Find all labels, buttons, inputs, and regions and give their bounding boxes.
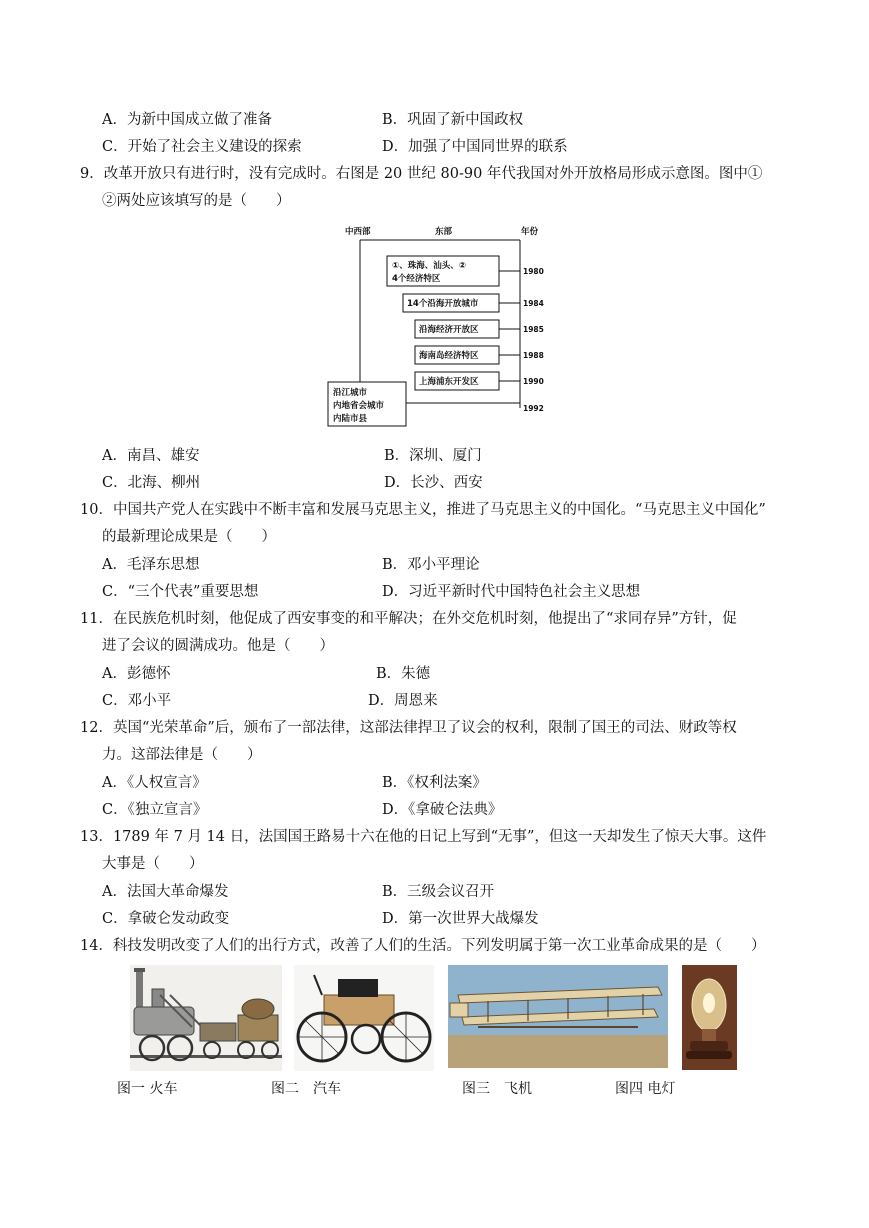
fig4-caption: 图四 电灯	[615, 1081, 676, 1097]
q12-stem-line2: 力。这部法律是（ ）	[102, 747, 262, 763]
diagram-box1-line1: ①、珠海、汕头、②	[392, 261, 466, 271]
q13-stem-line2: 大事是（ ）	[102, 856, 204, 872]
q12-option-d: D．《拿破仑法典》	[382, 802, 503, 818]
q11-option-c: C．邓小平	[102, 693, 172, 709]
fig2-caption: 图二 汽车	[271, 1081, 341, 1097]
q11-stem-line2: 进了会议的圆满成功。他是（ ）	[102, 638, 334, 654]
opening-up-diagram	[325, 222, 545, 432]
diagram-col-east: 东部	[435, 227, 453, 237]
q11-option-a: A．彭德怀	[102, 666, 171, 682]
diagram-col-year: 年份	[521, 227, 539, 237]
q8-option-b: B．巩固了新中国政权	[382, 112, 524, 128]
diagram-year-1980: 1980	[523, 267, 544, 276]
q10-stem-line2: 的最新理论成果是（ ）	[102, 529, 276, 545]
diagram-west-line2: 内地省会城市	[333, 401, 385, 411]
q10-option-d: D．习近平新时代中国特色社会主义思想	[382, 584, 641, 600]
q13-option-d: D．第一次世界大战爆发	[382, 911, 539, 927]
diagram-box3: 沿海经济开放区	[419, 325, 479, 335]
diagram-year-1990: 1990	[523, 377, 544, 386]
diagram-year-1984: 1984	[523, 299, 544, 308]
q13-option-c: C．拿破仑发动政变	[102, 911, 230, 927]
diagram-box1-line2: 4个经济特区	[392, 274, 441, 284]
q10-stem-line1: 10．中国共产党人在实践中不断丰富和发展马克思主义，推进了马克思主义的中国化。“马克思主义中国化”	[80, 502, 766, 518]
q9-option-c: C．北海、柳州	[102, 475, 201, 491]
q12-option-c: C．《独立宣言》	[102, 802, 208, 818]
q8-option-d: D．加强了中国同世界的联系	[382, 139, 568, 155]
diagram-box2: 14个沿海开放城市	[407, 299, 479, 309]
diagram-west-line3: 内陆市县	[333, 414, 368, 424]
q9-stem-line1: 9．改革开放只有进行时，没有完成时。右图是 20 世纪 80-90 年代我国对外开放格局形成示意图。图中①	[80, 166, 763, 182]
q8-option-a: A．为新中国成立做了准备	[102, 112, 272, 128]
diagram-year-1985: 1985	[523, 325, 544, 334]
diagram-box5: 上海浦东开发区	[419, 377, 479, 387]
q13-option-b: B．三级会议召开	[382, 884, 495, 900]
q10-option-a: A．毛泽东思想	[102, 557, 200, 573]
diagram-col-west: 中西部	[345, 227, 371, 237]
q9-option-a: A．南昌、雄安	[102, 448, 200, 464]
q11-option-d: D．周恩来	[368, 693, 438, 709]
diagram-year-1988: 1988	[523, 351, 544, 360]
q13-option-a: A．法国大革命爆发	[102, 884, 229, 900]
motorcar-image	[294, 965, 434, 1071]
fig1-caption: 图一 火车	[117, 1081, 178, 1097]
locomotive-image	[130, 965, 282, 1071]
fig3-caption: 图三 飞机	[462, 1081, 532, 1097]
diagram-west-line1: 沿江城市	[333, 388, 368, 398]
light-bulb-image	[682, 965, 737, 1070]
q9-option-d: D．长沙、西安	[384, 475, 483, 491]
q11-stem-line1: 11．在民族危机时刻，他促成了西安事变的和平解决；在外交危机时刻，他提出了“求同存异”方针，促	[80, 611, 737, 627]
q11-option-b: B．朱德	[376, 666, 431, 682]
q10-option-c: C．“三个代表”重要思想	[102, 584, 259, 600]
q12-stem-line1: 12．英国“光荣革命”后，颁布了一部法律，这部法律捍卫了议会的权利，限制了国王的司法、财政等权	[80, 720, 737, 736]
airplane-image	[448, 965, 668, 1068]
q13-stem-line1: 13．1789 年 7 月 14 日，法国国王路易十六在他的日记上写到“无事”，但这一天却发生了惊天大事。这件	[80, 829, 767, 845]
q14-stem: 14．科技发明改变了人们的出行方式，改善了人们的生活。下列发明属于第一次工业革命成果的是（ ）	[80, 938, 766, 954]
diagram-box4: 海南岛经济特区	[419, 351, 479, 361]
q9-option-b: B．深圳、厦门	[384, 448, 482, 464]
q12-option-b: B．《权利法案》	[382, 775, 487, 791]
q12-option-a: A．《人权宣言》	[102, 775, 207, 791]
q9-stem-line2: ②两处应该填写的是（ ）	[102, 193, 291, 209]
diagram-year-1992: 1992	[523, 404, 544, 413]
q8-option-c: C．开始了社会主义建设的探索	[102, 139, 302, 155]
q10-option-b: B．邓小平理论	[382, 557, 480, 573]
